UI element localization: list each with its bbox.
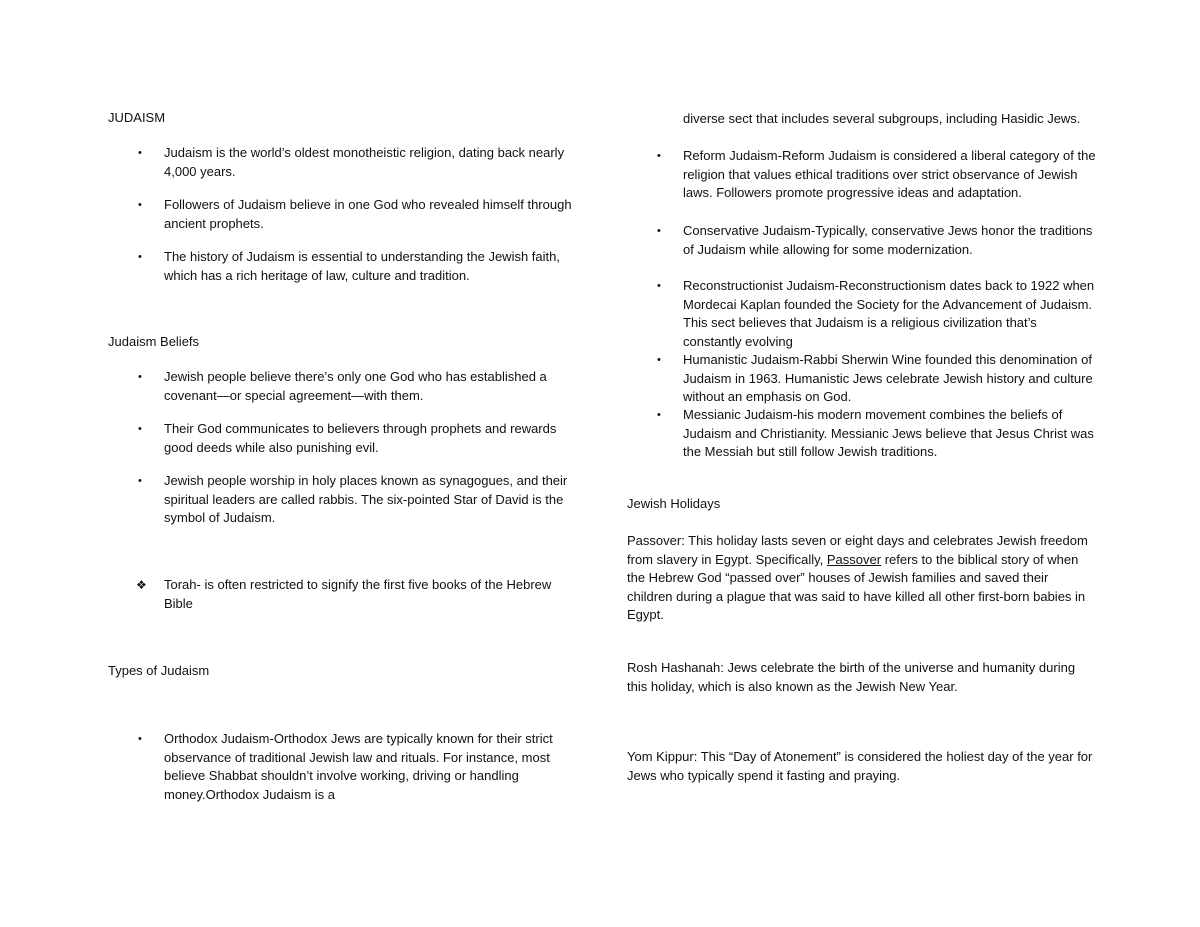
passover-text-start: Passover: This holiday lasts seven or eight days and celebrates Jewish freedom from slavery in Egypt. Specifically, bbox=[627, 533, 1088, 567]
orthodox-continuation: diverse sect that includes several subgroups, including Hasidic Jews. bbox=[683, 111, 1081, 126]
bullet-icon: • bbox=[138, 199, 142, 211]
passover-text-end: refers to the biblical story of when the Hebrew God “passed over” houses of Jewish families and saved their children during a plague that was said to have killed all other first-born babies in Egypt. bbox=[627, 551, 1086, 622]
bullet-text: Conservative Judaism-Typically, conservative Jews honor the traditions of Judaism while allowing for some modernization. bbox=[683, 223, 1093, 257]
bullet-text: Judaism is the world’s oldest monotheistic religion, dating back nearly 4,000 years. bbox=[164, 145, 565, 179]
bullet-text: Orthodox Judaism-Orthodox Jews are typically known for their strict observance of traditional Jewish law and rituals. For instance, most believe Shabbat shouldn’t involve working, driving or handling money.Orthodox Judaism is a bbox=[164, 731, 553, 802]
holidays-heading: Jewish Holidays bbox=[627, 496, 721, 511]
types-bullet-messianic bbox=[627, 406, 1097, 462]
torah-note-text: Torah- is often restricted to signify the first five books of the Hebrew Bible bbox=[164, 577, 552, 611]
bullet-text: Their God communicates to believers through prophets and rewards good deeds while also punishing evil. bbox=[164, 421, 557, 455]
bullet-text: Messianic Judaism-his modern movement combines the beliefs of Judaism and Christianity. Messianic Jews believe that Jesus Christ was the Messiah but still follow Jewish traditions. bbox=[683, 407, 1094, 459]
bullet-text: Reconstructionist Judaism-Reconstructionism dates back to 1922 when Mordecai Kaplan founded the Society for the Advancement of Judaism. This sect believes that Judaism is a religious civilization that’s constantly evolving bbox=[683, 278, 1095, 349]
bullet-text: Jewish people believe there’s only one God who has established a covenant—or special agreement—with them. bbox=[164, 369, 547, 403]
types-heading: Types of Judaism bbox=[108, 663, 210, 678]
bullet-icon: • bbox=[138, 423, 142, 435]
types-bullet-reform bbox=[627, 147, 1097, 203]
document-title: JUDAISM bbox=[108, 110, 166, 125]
bullet-icon: • bbox=[657, 150, 661, 162]
types-bullet-conservative bbox=[627, 222, 1097, 259]
intro-bullet-1 bbox=[108, 144, 578, 181]
bullet-icon: • bbox=[138, 475, 142, 487]
passover-paragraph bbox=[627, 532, 1097, 625]
bullet-icon: • bbox=[657, 409, 661, 421]
bullet-icon: • bbox=[138, 371, 142, 383]
beliefs-heading: Judaism Beliefs bbox=[108, 334, 200, 349]
yom-kippur-paragraph: Yom Kippur: This “Day of Atonement” is considered the holiest day of the year for Jews who typically spend it fasting and praying. bbox=[627, 749, 1093, 783]
bullet-text: Humanistic Judaism-Rabbi Sherwin Wine founded this denomination of Judaism in 1963. Humanistic Jews celebrate Jewish history and culture without an emphasis on God. bbox=[683, 352, 1093, 404]
diamond-bullet-icon: ❖ bbox=[136, 578, 147, 592]
types-bullet-reconstructionist bbox=[627, 277, 1097, 351]
intro-bullet-3 bbox=[108, 248, 578, 285]
bullet-text: Jewish people worship in holy places known as synagogues, and their spiritual leaders are called rabbis. The six-pointed Star of David is the symbol of Judaism. bbox=[164, 473, 568, 525]
beliefs-bullet-1 bbox=[108, 368, 578, 405]
torah-note bbox=[108, 576, 578, 613]
types-bullet-humanistic bbox=[627, 351, 1097, 407]
intro-bullet-2 bbox=[108, 196, 578, 233]
beliefs-bullet-2 bbox=[108, 420, 578, 457]
bullet-text: The history of Judaism is essential to understanding the Jewish faith, which has a rich heritage of law, culture and tradition. bbox=[164, 249, 560, 283]
bullet-text: Followers of Judaism believe in one God who revealed himself through ancient prophets. bbox=[164, 197, 572, 231]
rosh-hashanah-paragraph: Rosh Hashanah: Jews celebrate the birth of the universe and humanity during this holiday, which is also known as the Jewish New Year. bbox=[627, 660, 1076, 694]
bullet-icon: • bbox=[138, 733, 142, 745]
beliefs-bullet-3 bbox=[108, 472, 578, 528]
passover-link[interactable]: Passover bbox=[826, 551, 882, 567]
bullet-icon: • bbox=[138, 251, 142, 263]
bullet-icon: • bbox=[138, 147, 142, 159]
bullet-icon: • bbox=[657, 225, 661, 237]
types-bullet-orthodox bbox=[108, 730, 578, 804]
bullet-icon: • bbox=[657, 280, 661, 292]
bullet-icon: • bbox=[657, 354, 661, 366]
bullet-text: Reform Judaism-Reform Judaism is considered a liberal category of the religion that values ethical traditions over strict observance of Jewish laws. Followers promote progressive ideas and adaptation. bbox=[683, 148, 1096, 200]
